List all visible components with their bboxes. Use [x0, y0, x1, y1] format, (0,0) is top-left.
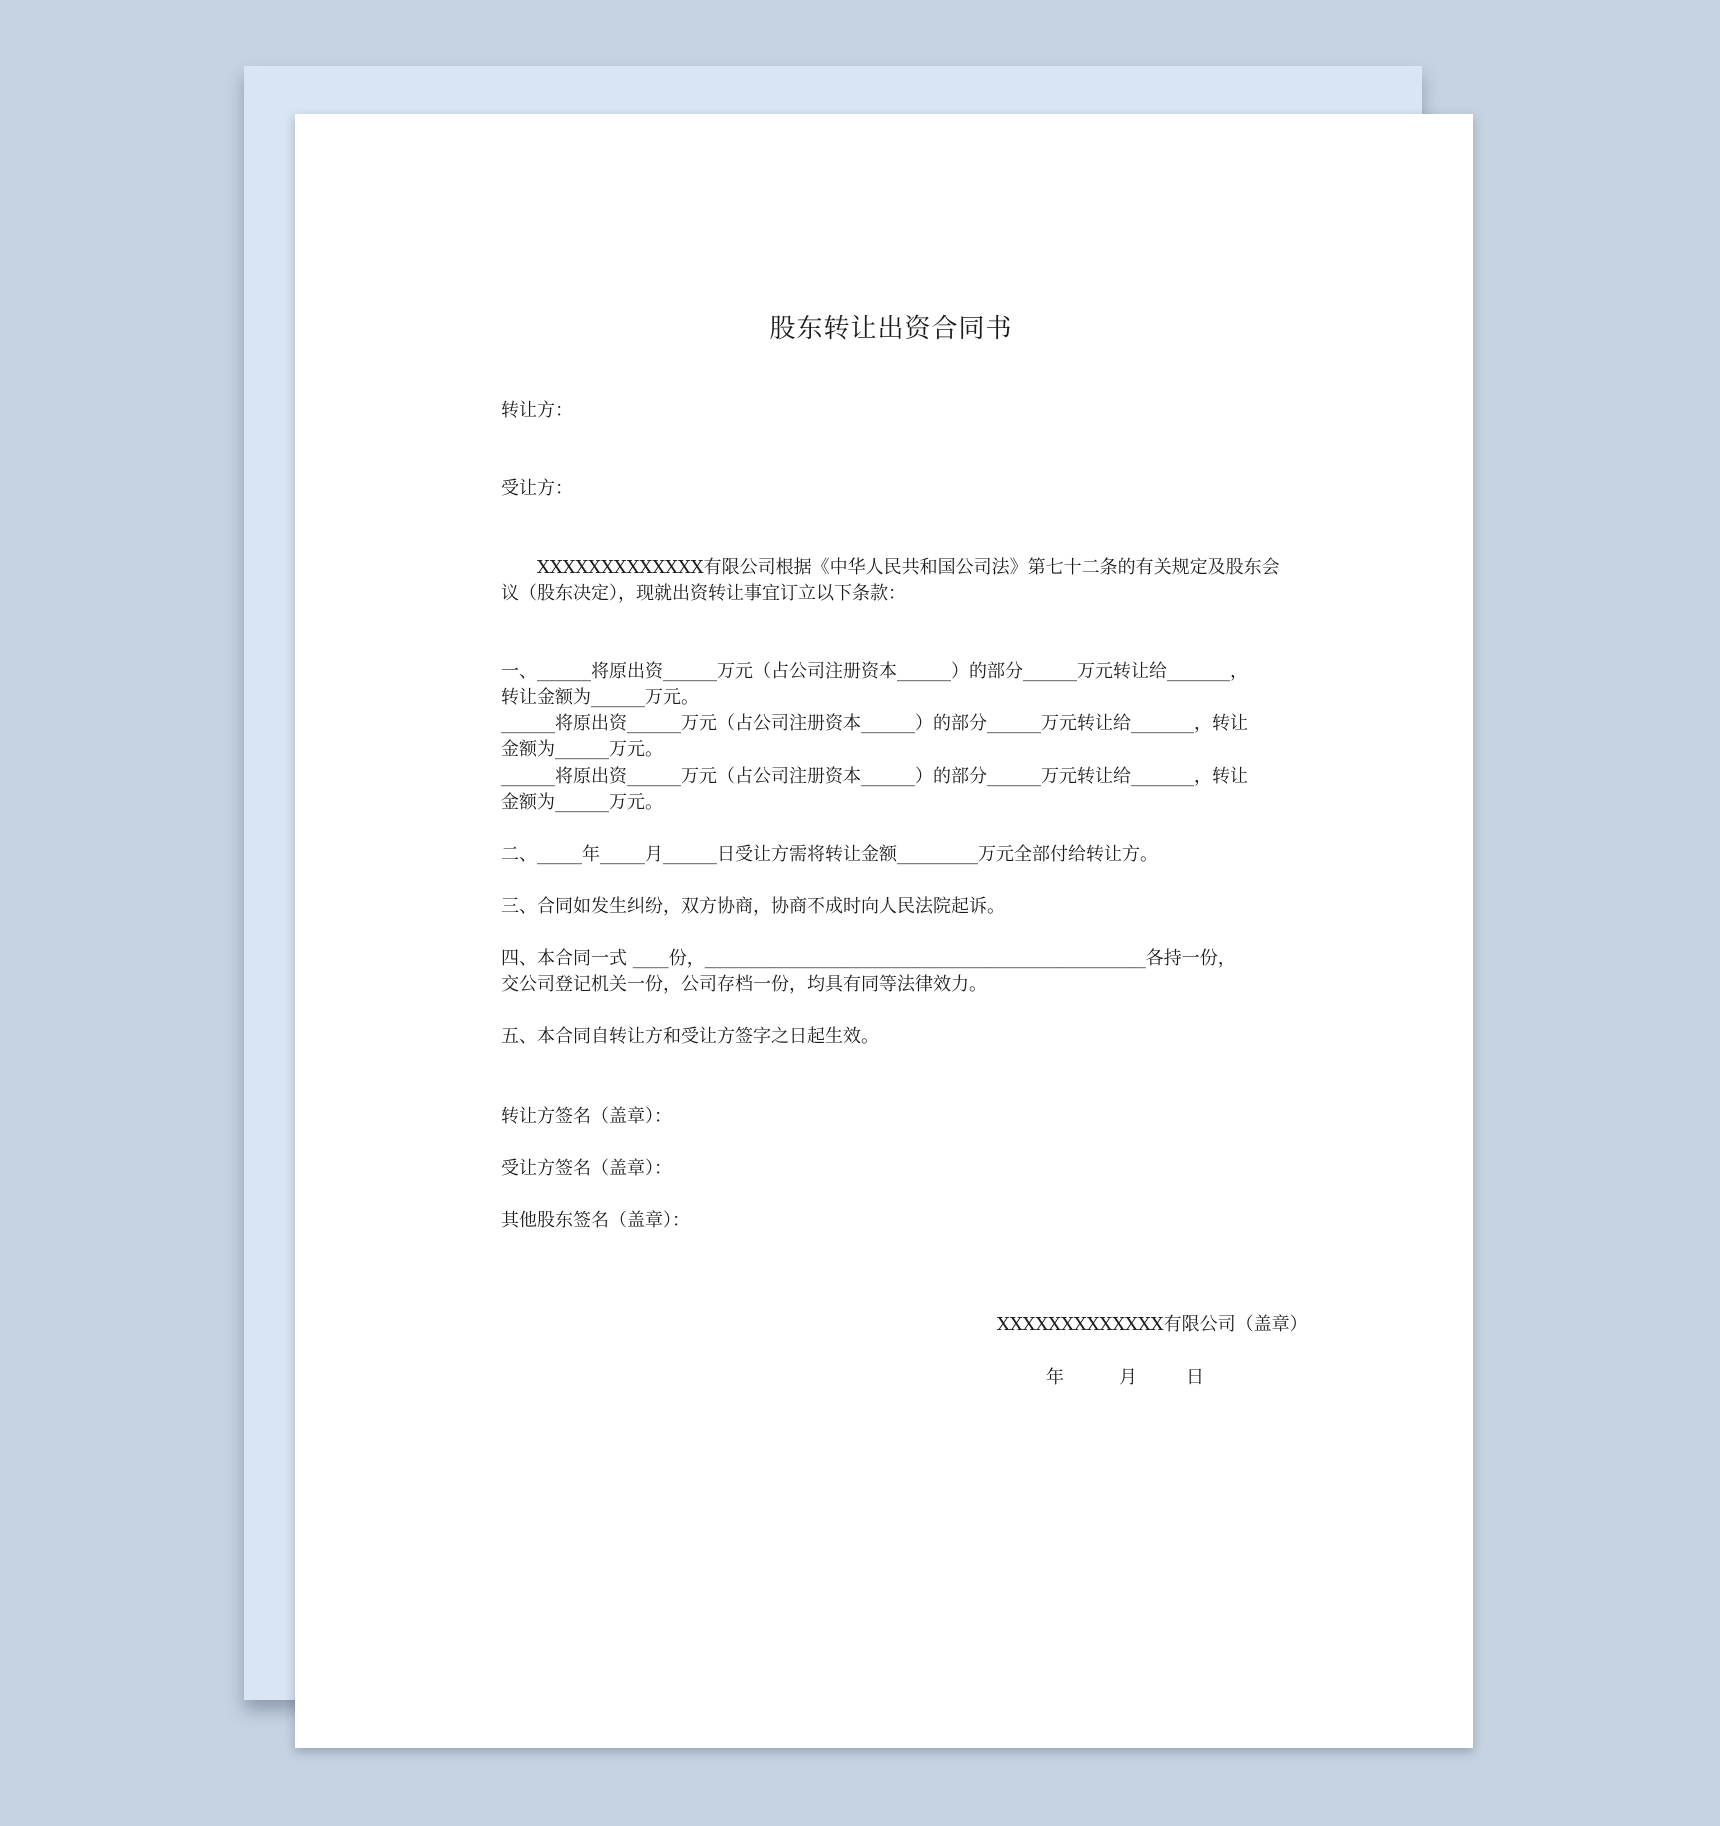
date-day: 日 — [1186, 1367, 1204, 1388]
clause-1-line-6: 金额为______万元。 — [501, 792, 663, 813]
date-year: 年 — [1046, 1367, 1064, 1388]
transferee-label: 受让方： — [501, 478, 573, 499]
transferor-signature: 转让方签名（盖章）： — [501, 1106, 672, 1127]
clause-5: 五、本合同自转让方和受让方签字之日起生效。 — [501, 1026, 879, 1047]
clause-3: 三、合同如发生纠纷，双方协商，协商不成时向人民法院起诉。 — [501, 896, 1005, 917]
preamble-line-1: XXXXXXXXXXXXX有限公司根据《中华人民共和国公司法》第七十二条的有关规定及股东会 — [537, 557, 1280, 578]
preamble-line-2: 议（股东决定），现就出资转让事宜订立以下条款： — [501, 583, 906, 604]
other-shareholders-signature: 其他股东签名（盖章）： — [501, 1210, 690, 1231]
company-seal: XXXXXXXXXXXXX有限公司（盖章） — [997, 1314, 1308, 1335]
clause-1-line-2: 转让金额为______万元。 — [501, 687, 699, 708]
date-month: 月 — [1119, 1367, 1137, 1388]
clause-4-line-2: 交公司登记机关一份，公司存档一份，均具有同等法律效力。 — [501, 974, 987, 995]
clause-1-line-4: 金额为______万元。 — [501, 739, 663, 760]
clause-1-line-3: ______将原出资______万元（占公司注册资本______）的部分______万元转让给_______，转让 — [501, 713, 1248, 734]
clause-1-line-5: ______将原出资______万元（占公司注册资本______）的部分______万元转让给_______，转让 — [501, 766, 1248, 787]
transferor-label: 转让方： — [501, 400, 573, 421]
document-title: 股东转让出资合同书 — [769, 314, 1013, 344]
document-page — [295, 114, 1473, 1748]
transferee-signature: 受让方签名（盖章）： — [501, 1158, 672, 1179]
clause-2: 二、_____年_____月______日受让方需将转让金额_________万元全部付给转让方。 — [501, 844, 1158, 865]
clause-4-line-1: 四、本合同一式 ____份，_________________________________________________各持一份， — [501, 948, 1236, 969]
clause-1-line-1: 一、______将原出资______万元（占公司注册资本______）的部分______万元转让给_______， — [501, 661, 1248, 682]
